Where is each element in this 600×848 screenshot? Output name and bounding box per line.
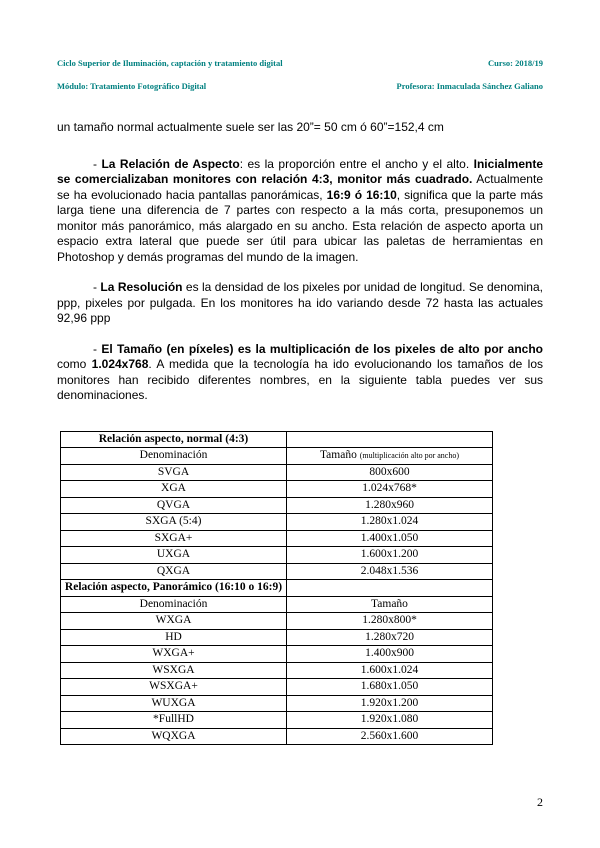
table-row — [61, 679, 493, 696]
table-row — [61, 629, 493, 646]
size-cell: 800x600 — [287, 464, 493, 481]
size-cell: 1.280x1.024 — [287, 514, 493, 531]
table-row — [61, 728, 493, 745]
size-cell: 2.048x1.536 — [287, 563, 493, 580]
text-run-bold: 1.024x768 — [91, 357, 149, 371]
denomination-cell: XGA — [61, 481, 287, 498]
paragraph-size — [57, 342, 543, 404]
course-title: Ciclo Superior de Iluminación, captación y tratamiento digital — [57, 58, 283, 68]
denomination-cell: WSXGA — [61, 662, 287, 679]
column-header-denomination: Denominación — [61, 596, 287, 613]
size-cell: 1.680x1.050 — [287, 679, 493, 696]
document-header — [57, 58, 543, 104]
column-header-denomination: Denominación — [61, 448, 287, 465]
section2-header-row — [61, 596, 493, 613]
text-run-bold: 16:9 ó 16:10 — [326, 187, 397, 202]
course-year: Curso: 2018/19 — [487, 58, 543, 68]
section2-title: Relación aspecto, Panorámico (16:10 o 16:9) — [61, 580, 287, 597]
table-row — [61, 497, 493, 514]
table-row — [61, 547, 493, 564]
text-run: - — [93, 341, 102, 356]
section2-title-row — [61, 580, 493, 597]
denomination-cell: WXGA — [61, 613, 287, 630]
size-cell: 1.600x1.200 — [287, 547, 493, 564]
denomination-cell: UXGA — [61, 547, 287, 564]
header-row-1 — [57, 58, 543, 68]
denomination-cell: SXGA (5:4) — [61, 514, 287, 531]
denomination-cell: QXGA — [61, 563, 287, 580]
paragraph-intro — [57, 120, 543, 136]
size-cell: 1.920x1.080 — [287, 712, 493, 729]
text-run: - — [93, 280, 101, 294]
table-row — [61, 695, 493, 712]
text-run: : es la proporción entre el ancho y el alto. — [239, 156, 474, 171]
text-run: - — [93, 156, 102, 171]
table-row — [61, 712, 493, 729]
table-row — [61, 563, 493, 580]
page-number: 2 — [537, 795, 543, 809]
empty-cell — [287, 580, 493, 597]
table-row — [61, 514, 493, 531]
table-row — [61, 530, 493, 547]
size-cell: 1.600x1.024 — [287, 662, 493, 679]
text-run: , significa que la parte más larga tiene una diferencia de 7 partes con respecto a la más corta, presuponemos un monitor más panorámico, más alargado en su ancho. Esta relación de aspecto aporta un espacio extra lateral que puede ser útil para ubicar las paletas de herramientas en Photoshop y demás programas del mundo de la imagen. — [57, 187, 543, 264]
teacher-name: Profesora: Inmaculada Sánchez Galiano — [396, 81, 543, 91]
table-row — [61, 464, 493, 481]
text-run-bold: Inicialmente se comercializaban monitores con relación 4:3, monitor más cuadrado. — [57, 156, 543, 186]
size-cell: 1.920x1.200 — [287, 695, 493, 712]
text-run-bold: La Resolución — [100, 280, 183, 294]
size-cell: 1.024x768* — [287, 481, 493, 498]
denomination-cell: WXGA+ — [61, 646, 287, 663]
size-cell: 1.280x960 — [287, 497, 493, 514]
section1-header-row — [61, 448, 493, 465]
denomination-cell: *FullHD — [61, 712, 287, 729]
denomination-cell: HD — [61, 629, 287, 646]
denomination-cell: SXGA+ — [61, 530, 287, 547]
paragraph-resolution — [57, 280, 543, 327]
denomination-cell: WQXGA — [61, 728, 287, 745]
text-run: Actualmente se ha evolucionado hacia pantallas panorámicas, — [57, 172, 543, 202]
paragraph-aspect-ratio — [57, 157, 543, 266]
size-cell: 1.280x720 — [287, 629, 493, 646]
denomination-cell: WUXGA — [61, 695, 287, 712]
table-row — [61, 481, 493, 498]
module-name: Módulo: Tratamiento Fotográfico Digital — [57, 81, 207, 91]
denomination-cell: QVGA — [61, 497, 287, 514]
size-cell: 1.400x900 — [287, 646, 493, 663]
text-run-bold: El Tamaño (en píxeles) es la multiplicación de los pixeles de alto por ancho — [101, 341, 543, 356]
text-run: es la densidad de los pixeles por unidad de longitud. Se denomina, ppp, pixeles por pulgada. En los monitores ha ido variando desde 72 hasta las actuales 92,96 ppp — [57, 280, 543, 325]
table-row — [61, 662, 493, 679]
document-body — [57, 120, 543, 745]
size-cell: 1.400x1.050 — [287, 530, 493, 547]
size-cell: 1.280x800* — [287, 613, 493, 630]
text-run: un tamaño normal actualmente suele ser las 20”= 50 cm ó 60”=152,4 cm — [57, 120, 444, 134]
text-run: . A medida que la tecnología ha ido evolucionando los tamaños de los monitores han recibido diferentes nombres, en la siguiente tabla puedes ver sus denominaciones. — [57, 357, 543, 402]
header-row-2 — [57, 81, 543, 91]
text-run-bold: La Relación de Aspecto — [101, 156, 240, 171]
text-run: como — [57, 357, 92, 371]
table-row — [61, 646, 493, 663]
size-note: (multiplicación alto por ancho) — [359, 451, 460, 460]
denomination-cell: SVGA — [61, 464, 287, 481]
size-cell: 2.560x1.600 — [287, 728, 493, 745]
section1-title-row — [61, 431, 493, 448]
denomination-cell: WSXGA+ — [61, 679, 287, 696]
table-row — [61, 613, 493, 630]
empty-cell — [287, 431, 493, 448]
section1-title: Relación aspecto, normal (4:3) — [61, 431, 287, 448]
monitor-resolutions-table — [60, 431, 493, 746]
column-header-size — [287, 448, 493, 465]
column-header-size: Tamaño — [287, 596, 493, 613]
size-label: Tamaño — [319, 449, 357, 461]
